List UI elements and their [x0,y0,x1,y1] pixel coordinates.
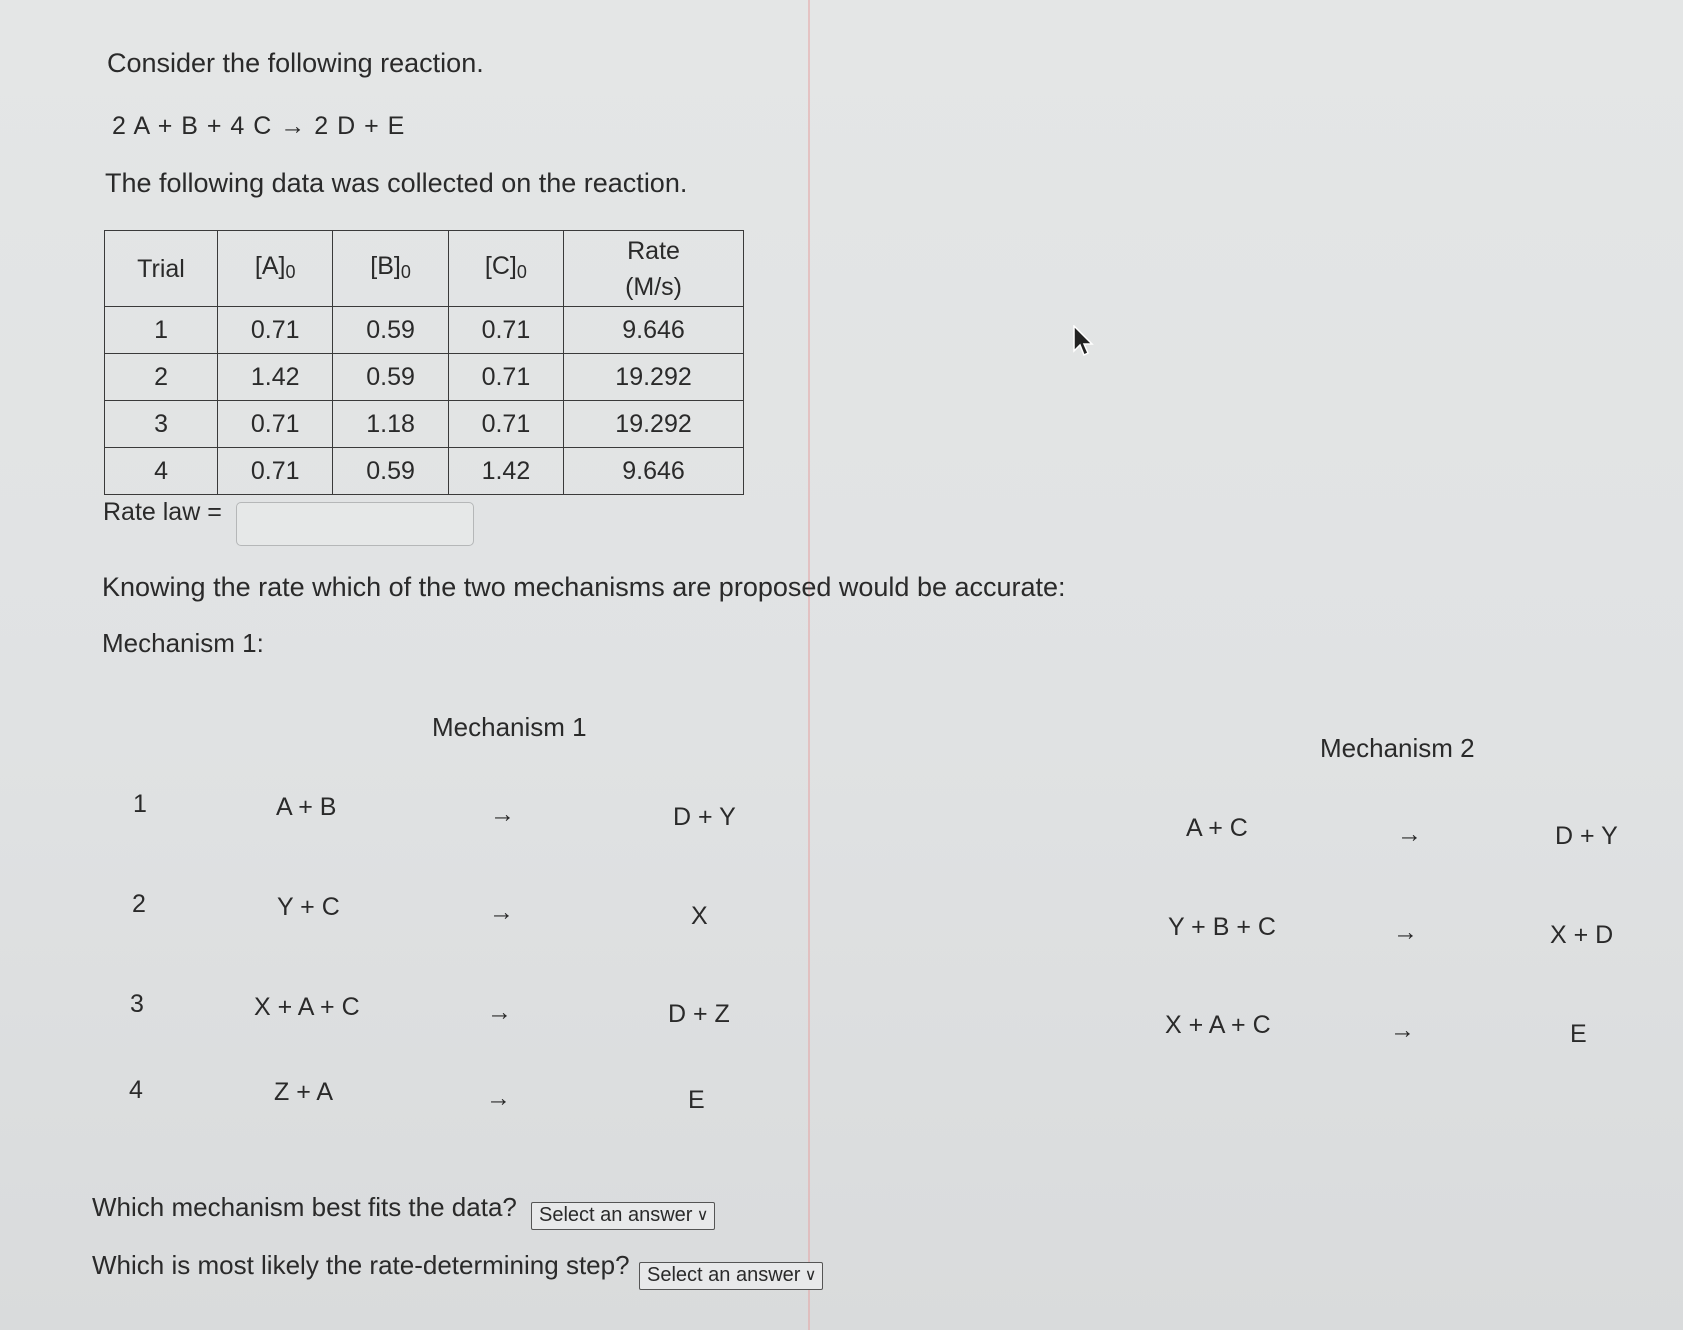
table-header-row [105,231,744,307]
cell-c: 1.42 [448,448,563,495]
cell-trial: 4 [105,448,218,495]
mechanism1-label: Mechanism 1: [102,628,264,658]
data-table [104,230,744,495]
question-best-mechanism: Which mechanism best fits the data? [92,1192,517,1222]
header-a-sub: 0 [285,261,296,282]
mouse-pointer-icon [1073,325,1095,359]
cell-trial: 3 [105,401,218,448]
header-a [218,231,333,307]
table-row [105,307,744,354]
cell-trial: 2 [105,354,218,401]
mech1-step-reactants: A + B [276,793,337,821]
cell-b: 0.59 [333,448,448,495]
margin-rule [808,0,810,1330]
rate-determining-step-select-value: Select an answer [647,1264,801,1286]
header-rate-line2: (M/s) [625,272,682,301]
intro-text: Consider the following reaction. [107,48,484,78]
header-c-label: [C] [484,251,517,280]
cell-rate: 9.646 [564,307,744,354]
cell-b: 0.59 [333,307,448,354]
mech1-step-products: D + Y [673,803,736,831]
rate-law-label: Rate law = [103,498,222,526]
cell-c: 0.71 [448,401,563,448]
cell-c: 0.71 [448,307,563,354]
cell-a: 0.71 [218,448,333,495]
cell-c: 0.71 [448,354,563,401]
header-b-label: [B] [370,251,401,280]
mech2-step-arrow: → [1390,1016,1415,1044]
cell-rate: 19.292 [564,354,744,401]
cell-a: 0.71 [218,307,333,354]
header-c-sub: 0 [516,261,527,282]
header-a-label: [A] [254,251,286,280]
header-b-sub: 0 [400,261,411,282]
mech1-step-reactants: X + A + C [254,993,360,1021]
table-row [105,448,744,495]
cell-trial: 1 [105,307,218,354]
header-rate [564,231,744,307]
cell-a: 0.71 [218,401,333,448]
mech2-step-reactants: X + A + C [1165,1011,1271,1039]
cell-b: 1.18 [333,401,448,448]
header-trial: Trial [105,231,218,307]
mech1-step-number: 1 [133,790,147,818]
rate-determining-step-select[interactable] [639,1262,823,1290]
mech1-step-arrow: → [486,1084,511,1112]
mech1-step-products: D + Z [668,1000,730,1028]
cell-rate: 19.292 [564,401,744,448]
mech1-step-arrow: → [490,800,515,828]
mech1-step-arrow: → [489,898,514,926]
cell-b: 0.59 [333,354,448,401]
mech2-step-products: E [1570,1020,1587,1048]
chevron-down-icon: ∨ [804,1267,817,1284]
table-row [105,354,744,401]
best-mechanism-select[interactable] [531,1202,715,1230]
mech1-step-products: X [691,902,708,930]
mech1-step-number: 4 [129,1076,143,1104]
mechanism1-title: Mechanism 1 [432,712,587,742]
mech1-step-arrow: → [487,998,512,1026]
mech2-step-arrow: → [1393,918,1418,946]
mech2-step-reactants: Y + B + C [1168,913,1276,941]
question-intro: Knowing the rate which of the two mechanisms are proposed would be accurate: [102,572,1066,602]
mech2-step-reactants: A + C [1186,814,1248,842]
rate-law-input[interactable] [236,502,474,546]
header-b [333,231,448,307]
table-row [105,401,744,448]
mech2-step-products: D + Y [1555,822,1618,850]
reaction-equation: 2 A + B + 4 C → 2 D + E [112,112,406,140]
mech2-step-arrow: → [1397,820,1422,848]
best-mechanism-select-value: Select an answer [539,1204,693,1226]
mech1-step-number: 2 [132,890,146,918]
mech1-step-reactants: Y + C [277,893,340,921]
header-c [448,231,563,307]
mech1-step-products: E [688,1086,705,1114]
cell-rate: 9.646 [564,448,744,495]
chevron-down-icon: ∨ [696,1207,709,1224]
header-rate-line1: Rate [627,236,680,265]
data-intro-text: The following data was collected on the reaction. [105,168,688,198]
cell-a: 1.42 [218,354,333,401]
mechanism2-title: Mechanism 2 [1320,733,1475,763]
mech2-step-products: X + D [1550,921,1614,949]
mech1-step-number: 3 [130,990,144,1018]
mech1-step-reactants: Z + A [274,1078,334,1106]
question-rate-determining-step: Which is most likely the rate-determining step? [92,1250,630,1280]
